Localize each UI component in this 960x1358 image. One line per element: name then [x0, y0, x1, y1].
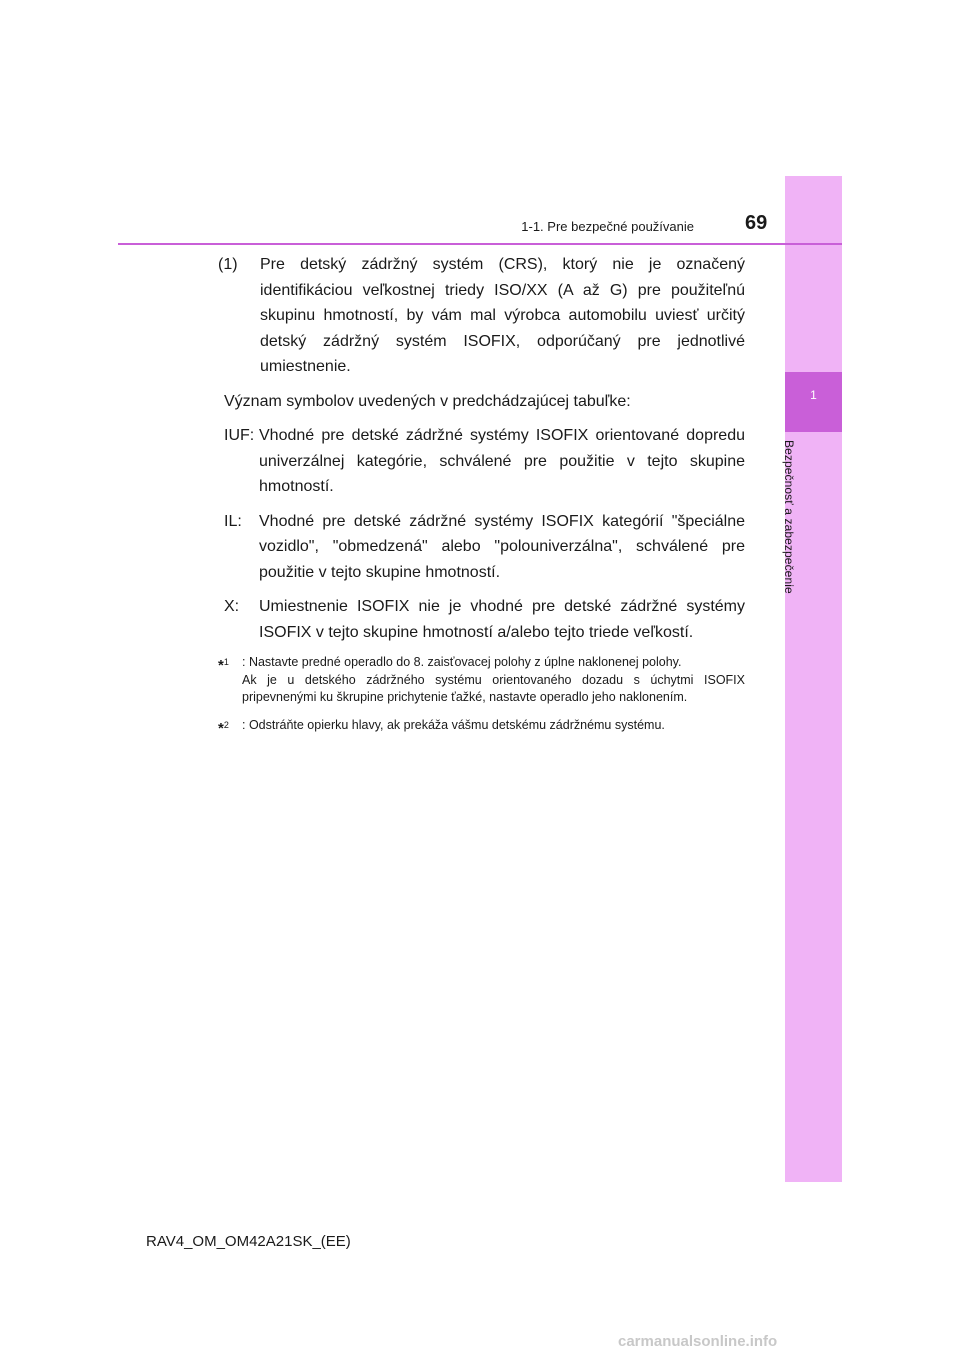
page-body — [218, 252, 745, 748]
watermark: carmanualsonline.info — [618, 1333, 778, 1350]
chapter-number: 1 — [810, 388, 817, 402]
footnote-marker — [218, 654, 242, 707]
chapter-side-tab — [785, 176, 842, 1182]
page-number: 69 — [745, 212, 768, 234]
item-text: Pre detský zádržný systém (CRS), ktorý nie je označený identifikáciou veľkostnej triedy ISO/XX (A až G) pre použiteľnú skupinu hmotností, by vám mal výrobca automobilu uviesť určitý detský zádržný systém ISOFIX, odporúčaný pre jednotlivé umiestnenie. — [260, 256, 745, 375]
symbol-item — [218, 594, 745, 645]
footnote-line: : Odstráňte opierku hlavy, ak prekáža vášmu detskému zádržnému systému. — [242, 717, 665, 732]
chapter-title-text: Bezpečnosť a zabezpečenie — [782, 440, 796, 594]
header-divider — [118, 243, 842, 245]
chapter-number-tab[interactable] — [785, 372, 842, 432]
symbol-text: Vhodné pre detské zádržné systémy ISOFIX kategórií "špeciálne vozidlo", "obmedzená" alebo "polouniverzálna", schválené pre použitie v tejto skupine hmotností. — [259, 512, 745, 581]
symbol-text: Umiestnenie ISOFIX nie je vhodné pre detské zádržné systémy ISOFIX v tejto skupine hmotností a/alebo tejto triede veľkostí. — [259, 598, 745, 641]
symbol-label: X: — [224, 598, 240, 615]
item-label: (1) — [218, 256, 238, 273]
symbol-text: Vhodné pre detské zádržné systémy ISOFIX orientované dopredu univerzálnej kategórie, schválené pre použitie v tejto skupine hmotností. — [259, 427, 745, 495]
symbol-item — [218, 423, 745, 500]
chapter-title — [776, 440, 816, 630]
footnote-line: Ak je u detského zádržného systému orientovaného dozadu s úchytmi ISOFIX pripevnenými ku škrupine prichytenie ťažké, nastavte operadlo jeho naklonením. — [242, 672, 745, 704]
note-item-1 — [218, 252, 745, 380]
asterisk-icon: * — [218, 657, 224, 674]
footnote-number: 1 — [223, 657, 229, 667]
asterisk-icon: * — [218, 719, 224, 737]
symbol-label: IUF: — [224, 427, 255, 444]
symbol-item — [218, 509, 745, 586]
legend-intro: Význam symbolov uvedených v predchádzajúcej tabuľke: — [224, 392, 631, 410]
footnote-text — [242, 717, 745, 739]
footnote-2 — [218, 717, 745, 739]
document-code: RAV4_OM_OM42A21SK_(EE) — [146, 1233, 351, 1250]
footnote-number: 2 — [223, 719, 229, 730]
section-title: 1-1. Pre bezpečné používanie — [521, 219, 694, 234]
footnote-text — [242, 654, 745, 707]
footnote-1 — [218, 654, 745, 707]
footnote-marker — [218, 717, 242, 739]
symbol-label: IL: — [224, 512, 242, 530]
footnote-line: : Nastavte predné operadlo do 8. zaisťovacej polohy z úplne naklonenej polohy. — [242, 655, 682, 669]
